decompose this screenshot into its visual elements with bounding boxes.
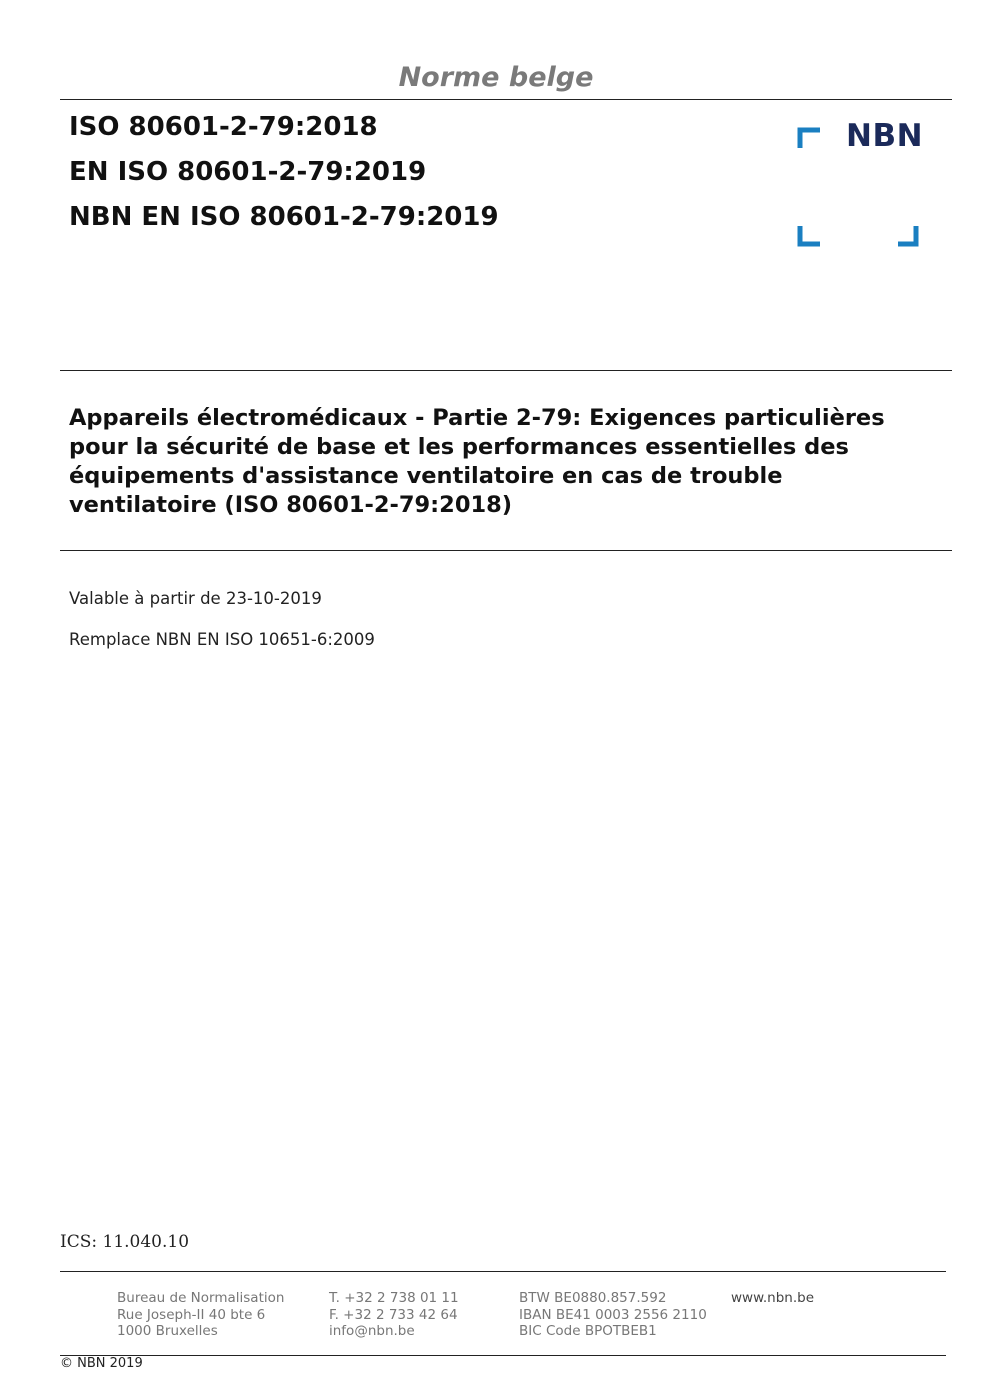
document-title-line: pour la sécurité de base et les performances essentielles des: [69, 434, 849, 460]
title-bottom-divider: [60, 550, 952, 551]
footer-line: IBAN BE41 0003 2556 2110: [519, 1306, 707, 1323]
footer-line: BIC Code BPOTBEB1: [519, 1323, 657, 1339]
footer-line: BTW BE0880.857.592: [519, 1290, 667, 1306]
standard-number-iso: ISO 80601-2-79:2018: [69, 112, 378, 142]
page-header-title: Norme belge: [398, 62, 594, 93]
footer-phone: T. +32 2 738 01 11: [329, 1290, 459, 1306]
footer-line: 1000 Bruxelles: [117, 1323, 218, 1339]
footer-address: [117, 1290, 284, 1340]
footer-email-link[interactable]: info@nbn.be: [329, 1323, 415, 1339]
footer-bottom-divider: [60, 1355, 946, 1356]
footer-line: Rue Joseph-II 40 bte 6: [117, 1306, 266, 1323]
footer-line: Bureau de Normalisation: [117, 1290, 285, 1306]
replaces-text: Remplace NBN EN ISO 10651-6:2009: [69, 630, 375, 649]
footer-website-link[interactable]: www.nbn.be: [731, 1290, 815, 1306]
document-title: [69, 404, 939, 520]
footer-fax: F. +32 2 733 42 64: [329, 1306, 458, 1323]
standard-number-nbn: NBN EN ISO 80601-2-79:2019: [69, 202, 499, 232]
document-title-line: équipements d'assistance ventilatoire en cas de trouble: [69, 463, 783, 489]
logo-bracket-top-left: [800, 130, 820, 148]
logo-bracket-bottom-left: [800, 226, 820, 244]
title-top-divider: [60, 370, 952, 371]
copyright-text: © NBN 2019: [60, 1356, 143, 1371]
logo-text: NBN: [846, 118, 924, 154]
standard-number-en: EN ISO 80601-2-79:2019: [69, 157, 427, 187]
footer-contact: [329, 1290, 459, 1340]
document-title-line: Appareils électromédicaux - Partie 2-79: Exigences particulières: [69, 405, 885, 431]
document-title-line: ventilatoire (ISO 80601-2-79:2018): [69, 492, 513, 518]
logo-bracket-bottom-right: [898, 226, 916, 244]
footer-bank: [519, 1290, 707, 1340]
footer-top-divider: [60, 1271, 946, 1272]
ics-code: ICS: 11.040.10: [60, 1232, 190, 1252]
footer-website: [731, 1290, 814, 1307]
header-divider: [60, 99, 952, 100]
valid-from-text: Valable à partir de 23-10-2019: [69, 589, 322, 608]
